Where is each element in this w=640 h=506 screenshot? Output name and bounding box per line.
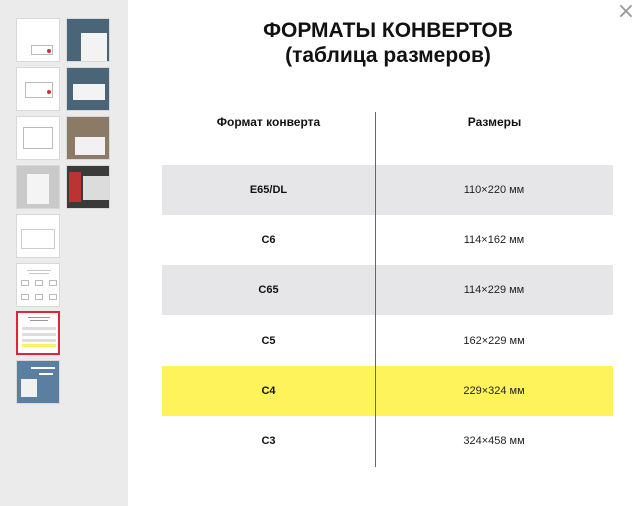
thumbnail-11-active[interactable]: [16, 311, 60, 355]
table-row-highlighted: [162, 366, 613, 416]
thumbnail-8[interactable]: [66, 165, 110, 209]
slide-title: [128, 18, 640, 68]
size-cell: 110×220 мм: [463, 184, 525, 196]
slide-title-line2: (таблица размеров): [285, 44, 491, 67]
column-header-format: Формат конверта: [216, 115, 321, 129]
thumbnail-7[interactable]: [16, 165, 60, 209]
size-cell: 114×162 мм: [463, 234, 525, 246]
thumbnail-9[interactable]: [16, 214, 60, 258]
slide-title-line1: ФОРМАТЫ КОНВЕРТОВ: [263, 19, 513, 42]
size-cell: 324×458 мм: [463, 435, 525, 447]
thumbnail-6[interactable]: [66, 116, 110, 160]
column-divider: [375, 112, 376, 467]
size-cell: 114×229 мм: [463, 284, 525, 296]
thumbnail-sidebar: [0, 0, 128, 506]
thumbnail-3[interactable]: [16, 67, 60, 111]
table-row: [162, 265, 613, 315]
table-row: [162, 316, 613, 366]
table-row: [162, 215, 613, 265]
format-cell: C5: [261, 335, 276, 347]
format-cell: C4: [261, 385, 276, 397]
slide-view: [128, 0, 640, 506]
format-cell: E65/DL: [249, 184, 288, 196]
thumbnail-4[interactable]: [66, 67, 110, 111]
size-cell: 229×324 мм: [463, 385, 525, 397]
column-header-size: Размеры: [467, 115, 522, 129]
format-cell: C3: [261, 435, 276, 447]
thumbnail-2[interactable]: [66, 18, 110, 62]
size-cell: 162×229 мм: [463, 335, 525, 347]
thumbnail-5[interactable]: [16, 116, 60, 160]
format-cell: C6: [261, 234, 276, 246]
format-cell: C65: [258, 284, 279, 296]
table-row: [162, 416, 613, 466]
table-row: [162, 165, 613, 215]
thumbnail-12[interactable]: [16, 360, 60, 404]
thumbnail-10[interactable]: [16, 263, 60, 307]
close-icon[interactable]: ×: [616, 0, 636, 24]
thumbnail-1[interactable]: [16, 18, 60, 62]
